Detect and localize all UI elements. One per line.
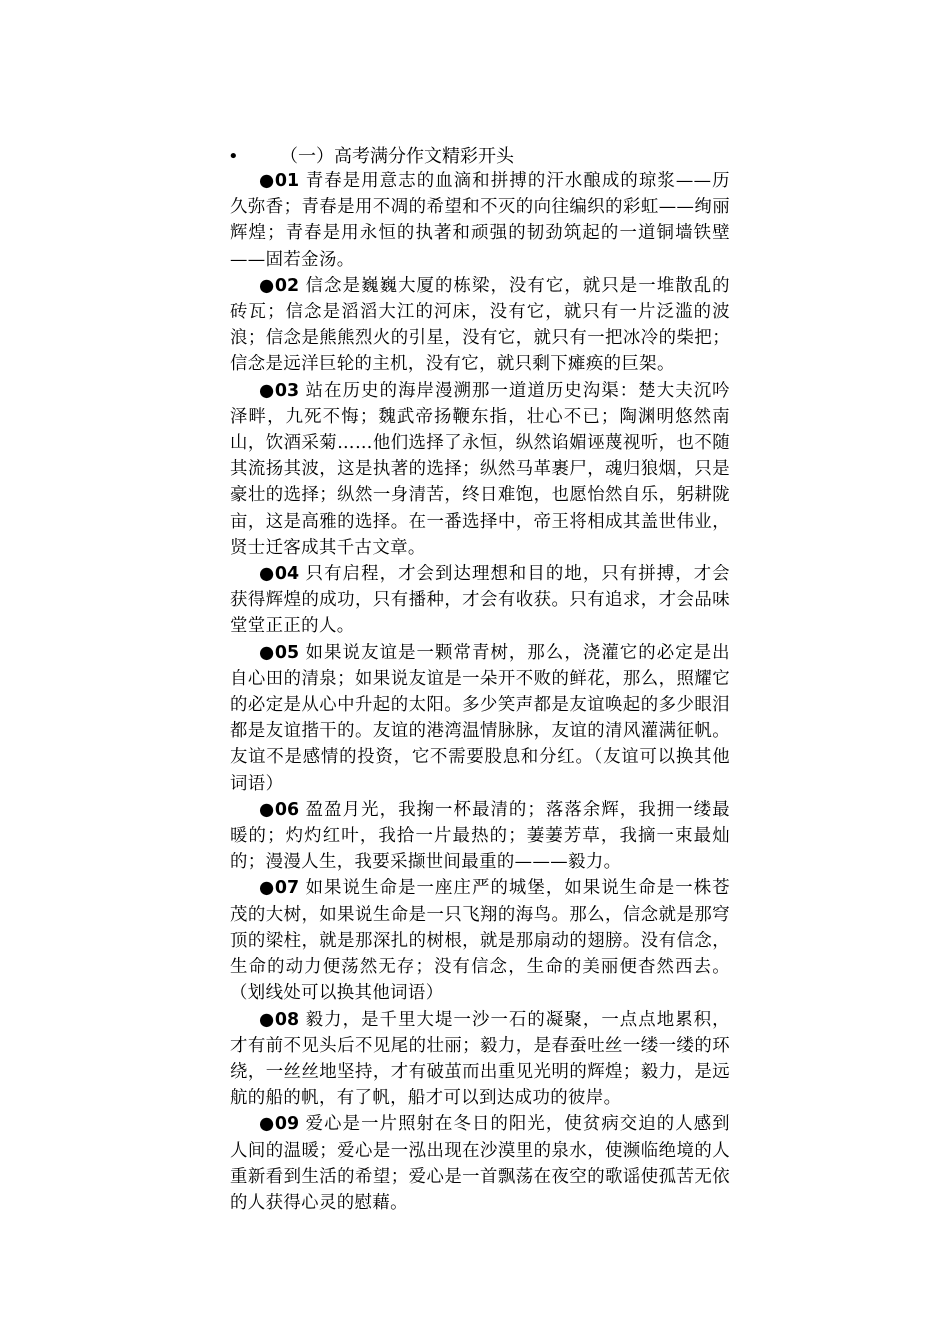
paragraph-number: ●08 <box>259 1009 300 1030</box>
document-body <box>230 168 730 1216</box>
paragraph-04 <box>230 561 730 640</box>
paragraph-text: 爱心是一片照射在冬日的阳光，使贫病交迫的人感到人间的温暖；爱心是一泓出现在沙漠里的泉水，使濒临绝境的人重新看到生活的希望；爱心是一首飘荡在夜空的歌谣使孤苦无依的人获得心灵的慰藉。 <box>230 1114 730 1213</box>
paragraph-text: 如果说友谊是一颗常青树，那么，浇灌它的必定是出自心田的清泉；如果说友谊是一朵开不败的鲜花，那么，照耀它的必定是从心中升起的太阳。多少笑声都是友谊唤起的多少眼泪都是友谊揩干的。友谊的港湾温情脉脉，友谊的清风灌满征帆。友谊不是感情的投资，它不需要股息和分红。（友谊可以换其他词语） <box>230 642 730 794</box>
section-heading-text: （一）高考满分作文精彩开头 <box>280 146 514 167</box>
paragraph-number: ●03 <box>259 380 300 401</box>
paragraph-number: ●01 <box>259 171 300 191</box>
paragraph-text: 如果说生命是一座庄严的城堡，如果说生命是一株苍茂的大树，如果说生命是一只飞翔的海鸟。那么，信念就是那穹顶的梁柱，就是那深扎的树根，就是那扇动的翅膀。没有信念，生命的动力便荡然无存；没有信念，生命的美丽便杳然西去。（划线处可以换其他词语） <box>230 878 730 1004</box>
paragraph-number: ●07 <box>259 878 300 899</box>
paragraph-07 <box>230 875 730 1006</box>
paragraph-text: 青春是用意志的血滴和拼搏的汗水酿成的琼浆——历久弥香；青春是用不凋的希望和不灭的向往编织的彩虹——绚丽辉煌；青春是用永恒的执著和顽强的韧劲筑起的一道铜墙铁壁——固若金汤。 <box>230 171 730 270</box>
bullet-icon: • <box>228 146 239 167</box>
paragraph-01 <box>230 168 730 273</box>
paragraph-number: ●02 <box>259 275 300 296</box>
paragraph-text: 信念是巍巍大厦的栋梁，没有它，就只是一堆散乱的砖瓦；信念是滔滔大江的河床，没有它，就只有一片泛滥的波浪；信念是熊熊烈火的引星，没有它，就只有一把冰冷的柴把；信念是远洋巨轮的主机，没有它，就只剩下瘫痪的巨架。 <box>230 275 730 375</box>
paragraph-06 <box>230 797 730 876</box>
paragraph-number: ●09 <box>259 1114 300 1135</box>
paragraph-number: ●04 <box>259 564 300 585</box>
paragraph-number: ●05 <box>259 642 300 663</box>
paragraph-03 <box>230 378 730 561</box>
paragraph-05 <box>230 640 730 797</box>
paragraph-09 <box>230 1111 730 1216</box>
section-heading <box>228 144 514 170</box>
paragraph-02 <box>230 273 730 378</box>
paragraph-08 <box>230 1007 730 1112</box>
paragraph-text: 只有启程，才会到达理想和目的地，只有拼搏，才会获得辉煌的成功，只有播种，才会有收获。只有追求，才会品味堂堂正正的人。 <box>230 564 730 637</box>
paragraph-text: 站在历史的海岸漫溯那一道道历史沟渠：楚大夫沉吟泽畔，九死不悔；魏武帝扬鞭东指，壮心不已；陶渊明悠然南山，饮酒采菊……他们选择了永恒，纵然谄媚诬蔑视听，也不随其流扬其波，这是执著的选择；纵然马革裹尸，魂归狼烟，只是豪壮的选择；纵然一身清苦，终日难饱，也愿怡然自乐，躬耕陇亩，这是高雅的选择。在一番选择中，帝王将相成其盖世伟业，贤士迁客成其千古文章。 <box>230 380 730 558</box>
paragraph-text: 盈盈月光，我掬一杯最清的；落落余辉，我拥一缕最暖的；灼灼红叶，我拾一片最热的；萋萋芳草，我摘一束最灿的；漫漫人生，我要采撷世间最重的———毅力。 <box>230 799 730 873</box>
paragraph-number: ●06 <box>259 799 300 820</box>
paragraph-text: 毅力，是千里大堤一沙一石的凝聚，一点点地累积，才有前不见头后不见尾的壮丽；毅力，是春蚕吐丝一缕一缕的环绕，一丝丝地坚持，才有破茧而出重见光明的辉煌；毅力，是远航的船的帆，有了帆，船才可以到达成功的彼岸。 <box>230 1009 730 1109</box>
